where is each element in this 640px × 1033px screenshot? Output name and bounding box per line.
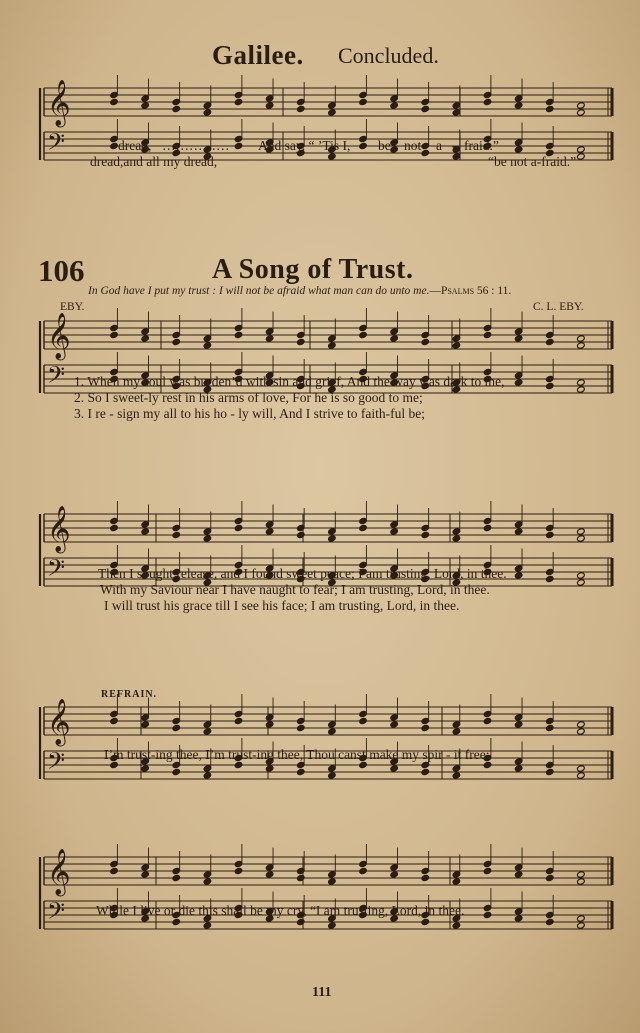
note-head bbox=[265, 871, 274, 878]
note-head bbox=[545, 874, 554, 881]
note-head bbox=[514, 721, 523, 728]
verse-3-line: 3. I re - sign my all to his ho - ly will, And I strive to faith-ful be; bbox=[74, 406, 425, 421]
note-head bbox=[141, 765, 150, 772]
note-head bbox=[296, 918, 305, 925]
note-head bbox=[545, 768, 554, 775]
note-head bbox=[577, 386, 586, 393]
note-head bbox=[110, 867, 119, 874]
clef-symbol: 𝄞 bbox=[47, 506, 71, 552]
note-head bbox=[203, 922, 212, 929]
note-head bbox=[172, 531, 181, 538]
note-head bbox=[421, 338, 430, 345]
section-subtitle: Concluded. bbox=[338, 43, 439, 68]
note-head bbox=[110, 142, 119, 149]
note-head bbox=[577, 772, 586, 779]
galilee-lyric-5: not bbox=[404, 138, 422, 153]
note-head bbox=[483, 717, 492, 724]
note-head bbox=[203, 878, 212, 885]
note-head bbox=[203, 109, 212, 116]
note-head bbox=[328, 922, 337, 929]
note-head bbox=[328, 728, 337, 735]
note-head bbox=[452, 535, 461, 542]
note-head bbox=[141, 721, 150, 728]
note-head bbox=[296, 874, 305, 881]
note-head bbox=[390, 335, 399, 342]
note-head bbox=[577, 871, 586, 878]
note-head bbox=[452, 728, 461, 735]
note-head bbox=[141, 335, 150, 342]
note-head bbox=[359, 524, 368, 531]
note-head bbox=[172, 918, 181, 925]
note-head bbox=[421, 918, 430, 925]
verse-1-line-b: Then I sought release, and I found sweet peace; I am trusting, Lord, in thee. bbox=[98, 566, 507, 581]
note-head bbox=[545, 105, 554, 112]
note-head bbox=[577, 335, 586, 342]
note-head bbox=[359, 867, 368, 874]
note-head bbox=[234, 867, 243, 874]
note-head bbox=[359, 142, 368, 149]
note-head bbox=[328, 535, 337, 542]
hymn-number: 106 bbox=[38, 253, 85, 288]
note-head bbox=[110, 331, 119, 338]
note-head bbox=[328, 109, 337, 116]
note-head bbox=[203, 772, 212, 779]
note-head bbox=[577, 915, 586, 922]
note-head bbox=[265, 102, 274, 109]
note-head bbox=[296, 531, 305, 538]
note-head bbox=[110, 717, 119, 724]
verse-2-line-b: With my Saviour near I have naught to fear; I am trusting, Lord, in thee. bbox=[100, 582, 490, 597]
note-head bbox=[203, 342, 212, 349]
verse-3-line-b: I will trust his grace till I see his face; I am trusting, Lord, in thee. bbox=[104, 598, 460, 613]
note-head bbox=[172, 105, 181, 112]
clef-symbol: 𝄞 bbox=[47, 699, 71, 745]
note-head bbox=[234, 524, 243, 531]
note-head bbox=[514, 871, 523, 878]
note-head bbox=[421, 531, 430, 538]
note-head bbox=[265, 721, 274, 728]
note-head bbox=[577, 535, 586, 542]
note-head bbox=[577, 146, 586, 153]
clef-symbol: 𝄞 bbox=[47, 80, 71, 126]
note-head bbox=[421, 149, 430, 156]
note-head bbox=[172, 768, 181, 775]
note-head bbox=[296, 768, 305, 775]
note-head bbox=[265, 765, 274, 772]
note-head bbox=[452, 878, 461, 885]
note-head bbox=[577, 109, 586, 116]
page-number: 111 bbox=[312, 985, 332, 1000]
note-head bbox=[483, 524, 492, 531]
note-head bbox=[483, 911, 492, 918]
note-head bbox=[234, 331, 243, 338]
note-head bbox=[359, 98, 368, 105]
note-head bbox=[390, 102, 399, 109]
note-head bbox=[141, 871, 150, 878]
galilee-lyric-3: And say, “ ’Tis I, bbox=[258, 138, 351, 153]
note-head bbox=[328, 772, 337, 779]
note-head bbox=[577, 579, 586, 586]
galilee-lyric-8: fraid.” bbox=[464, 138, 499, 153]
note-head bbox=[452, 342, 461, 349]
words-credit: EBY. bbox=[60, 301, 85, 313]
note-head bbox=[577, 342, 586, 349]
note-head bbox=[514, 528, 523, 535]
note-head bbox=[390, 871, 399, 878]
note-head bbox=[421, 874, 430, 881]
galilee-lyric-1: dread, bbox=[118, 138, 152, 153]
refrain-label: REFRAIN. bbox=[101, 689, 158, 700]
galilee-lyric-line2-left: dread,and all my dread, bbox=[90, 154, 218, 169]
note-head bbox=[514, 335, 523, 342]
note-head bbox=[577, 528, 586, 535]
note-head bbox=[172, 874, 181, 881]
verse-2-line: 2. So I sweet-ly rest in his arms of love, For he is so good to me; bbox=[74, 390, 423, 405]
note-head bbox=[483, 98, 492, 105]
note-head bbox=[172, 724, 181, 731]
verse-1-line: 1. When my soul was burden’d with sin and grief, And the way was dark to me, bbox=[74, 374, 505, 389]
clef-symbol: 𝄞 bbox=[47, 313, 71, 359]
note-head bbox=[545, 531, 554, 538]
clef-symbol: 𝄞 bbox=[47, 849, 71, 895]
note-head bbox=[234, 717, 243, 724]
refrain-line-1: I’m trust-ing thee, I’m trust-ing thee, Thou canst make my spir - it free; bbox=[104, 747, 490, 762]
note-head bbox=[545, 575, 554, 582]
note-head bbox=[390, 146, 399, 153]
clef-symbol: 𝄢 bbox=[47, 554, 66, 587]
note-head bbox=[359, 331, 368, 338]
galilee-lyric-4: be bbox=[378, 138, 391, 153]
note-head bbox=[296, 338, 305, 345]
note-head bbox=[110, 524, 119, 531]
note-head bbox=[483, 867, 492, 874]
note-head bbox=[141, 528, 150, 535]
note-head bbox=[545, 382, 554, 389]
note-head bbox=[390, 528, 399, 535]
note-head bbox=[514, 915, 523, 922]
note-head bbox=[421, 724, 430, 731]
galilee-lyric-7: - bbox=[452, 138, 457, 153]
note-head bbox=[577, 572, 586, 579]
note-head bbox=[577, 728, 586, 735]
note-head bbox=[265, 335, 274, 342]
note-head bbox=[452, 109, 461, 116]
note-head bbox=[359, 717, 368, 724]
note-head bbox=[234, 98, 243, 105]
note-head bbox=[390, 765, 399, 772]
note-head bbox=[203, 728, 212, 735]
clef-symbol: 𝄢 bbox=[47, 361, 66, 394]
note-head bbox=[234, 142, 243, 149]
note-head bbox=[328, 878, 337, 885]
note-head bbox=[545, 724, 554, 731]
note-head bbox=[203, 535, 212, 542]
note-head bbox=[514, 765, 523, 772]
note-head bbox=[577, 102, 586, 109]
note-head bbox=[328, 342, 337, 349]
note-head bbox=[421, 105, 430, 112]
note-head bbox=[421, 768, 430, 775]
note-head bbox=[514, 379, 523, 386]
note-head bbox=[577, 153, 586, 160]
refrain-line-2: While I live or die this shall be my cry, “I am trusting, Lord, in thee. bbox=[96, 903, 465, 918]
galilee-lyric-dots: …………… bbox=[162, 138, 230, 153]
note-head bbox=[390, 721, 399, 728]
clef-symbol: 𝄢 bbox=[47, 897, 66, 930]
clef-symbol: 𝄢 bbox=[47, 128, 66, 161]
note-head bbox=[483, 331, 492, 338]
note-head bbox=[577, 379, 586, 386]
hymn-epigraph: In God have I put my trust : I will not be afraid what man can do unto me.—Psalms 56 : 11. bbox=[88, 285, 512, 297]
note-head bbox=[514, 146, 523, 153]
clef-symbol: 𝄢 bbox=[47, 747, 66, 780]
note-head bbox=[296, 105, 305, 112]
note-head bbox=[265, 528, 274, 535]
galilee-lyric-line2-right: “be not a-fraid.” bbox=[488, 154, 577, 169]
note-head bbox=[545, 918, 554, 925]
note-head bbox=[110, 98, 119, 105]
music-credit: C. L. EBY. bbox=[533, 301, 584, 313]
note-head bbox=[577, 878, 586, 885]
note-head bbox=[514, 572, 523, 579]
note-head bbox=[452, 772, 461, 779]
note-head bbox=[296, 724, 305, 731]
note-head bbox=[577, 721, 586, 728]
note-head bbox=[141, 102, 150, 109]
galilee-lyric-6: a bbox=[436, 138, 442, 153]
note-head bbox=[545, 338, 554, 345]
note-head bbox=[577, 922, 586, 929]
note-head bbox=[514, 102, 523, 109]
section-title: Galilee. bbox=[212, 40, 304, 70]
note-head bbox=[172, 338, 181, 345]
note-head bbox=[452, 922, 461, 929]
note-head bbox=[577, 765, 586, 772]
hymn-title: A Song of Trust. bbox=[212, 254, 414, 285]
